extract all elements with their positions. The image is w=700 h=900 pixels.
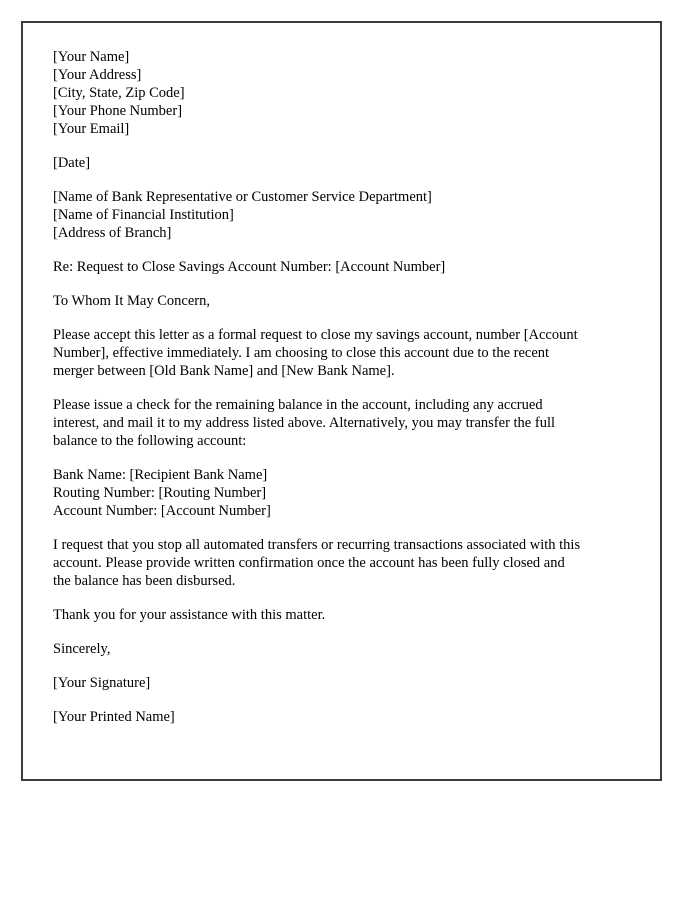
account-details	[53, 466, 642, 520]
paragraph-stop-transfers-line: account. Please provide written confirmation once the account has been fully closed and	[53, 555, 565, 571]
recipient-info-line: [Address of Branch]	[53, 225, 172, 241]
closing-thanks-line: Thank you for your assistance with this matter.	[53, 607, 326, 623]
printed-name-placeholder	[53, 708, 642, 726]
letter-body	[53, 48, 642, 726]
paragraph-balance-line: balance to the following account:	[53, 433, 247, 449]
sender-info-line: [Your Name]	[53, 49, 130, 65]
sender-info-line: [Your Email]	[53, 121, 130, 137]
sign-off	[53, 640, 642, 658]
paragraph-stop-transfers-line: I request that you stop all automated transfers or recurring transactions associated with this	[53, 537, 581, 553]
letter-page	[21, 21, 662, 781]
paragraph-stop-transfers	[53, 536, 642, 590]
printed-name-placeholder-line: [Your Printed Name]	[53, 709, 175, 725]
paragraph-request-line: Please accept this letter as a formal request to close my savings account, number [Account	[53, 327, 578, 343]
sender-info-line: [City, State, Zip Code]	[53, 85, 185, 101]
salutation	[53, 292, 642, 310]
account-details-line: Bank Name: [Recipient Bank Name]	[53, 467, 268, 483]
recipient-info-line: [Name of Financial Institution]	[53, 207, 234, 223]
subject-line	[53, 258, 642, 276]
account-details-line: Routing Number: [Routing Number]	[53, 485, 267, 501]
paragraph-request-line: merger between [Old Bank Name] and [New Bank Name].	[53, 363, 395, 379]
subject-line-line: Re: Request to Close Savings Account Number: [Account Number]	[53, 259, 446, 275]
sender-info-line: [Your Phone Number]	[53, 103, 183, 119]
paragraph-balance-line: interest, and mail it to my address listed above. Alternatively, you may transfer the full	[53, 415, 555, 431]
signature-placeholder-line: [Your Signature]	[53, 675, 151, 691]
account-details-line: Account Number: [Account Number]	[53, 503, 271, 519]
paragraph-balance-line: Please issue a check for the remaining balance in the account, including any accrued	[53, 397, 543, 413]
sender-info-line: [Your Address]	[53, 67, 142, 83]
recipient-info	[53, 188, 642, 242]
sender-info	[53, 48, 642, 138]
recipient-info-line: [Name of Bank Representative or Customer Service Department]	[53, 189, 432, 205]
closing-thanks	[53, 606, 642, 624]
paragraph-balance	[53, 396, 642, 450]
paragraph-request-line: Number], effective immediately. I am choosing to close this account due to the recent	[53, 345, 550, 361]
salutation-line: To Whom It May Concern,	[53, 293, 210, 309]
date-line-line: [Date]	[53, 155, 91, 171]
sign-off-line: Sincerely,	[53, 641, 111, 657]
date-line	[53, 154, 642, 172]
paragraph-stop-transfers-line: the balance has been disbursed.	[53, 573, 236, 589]
paragraph-request	[53, 326, 642, 380]
signature-placeholder	[53, 674, 642, 692]
